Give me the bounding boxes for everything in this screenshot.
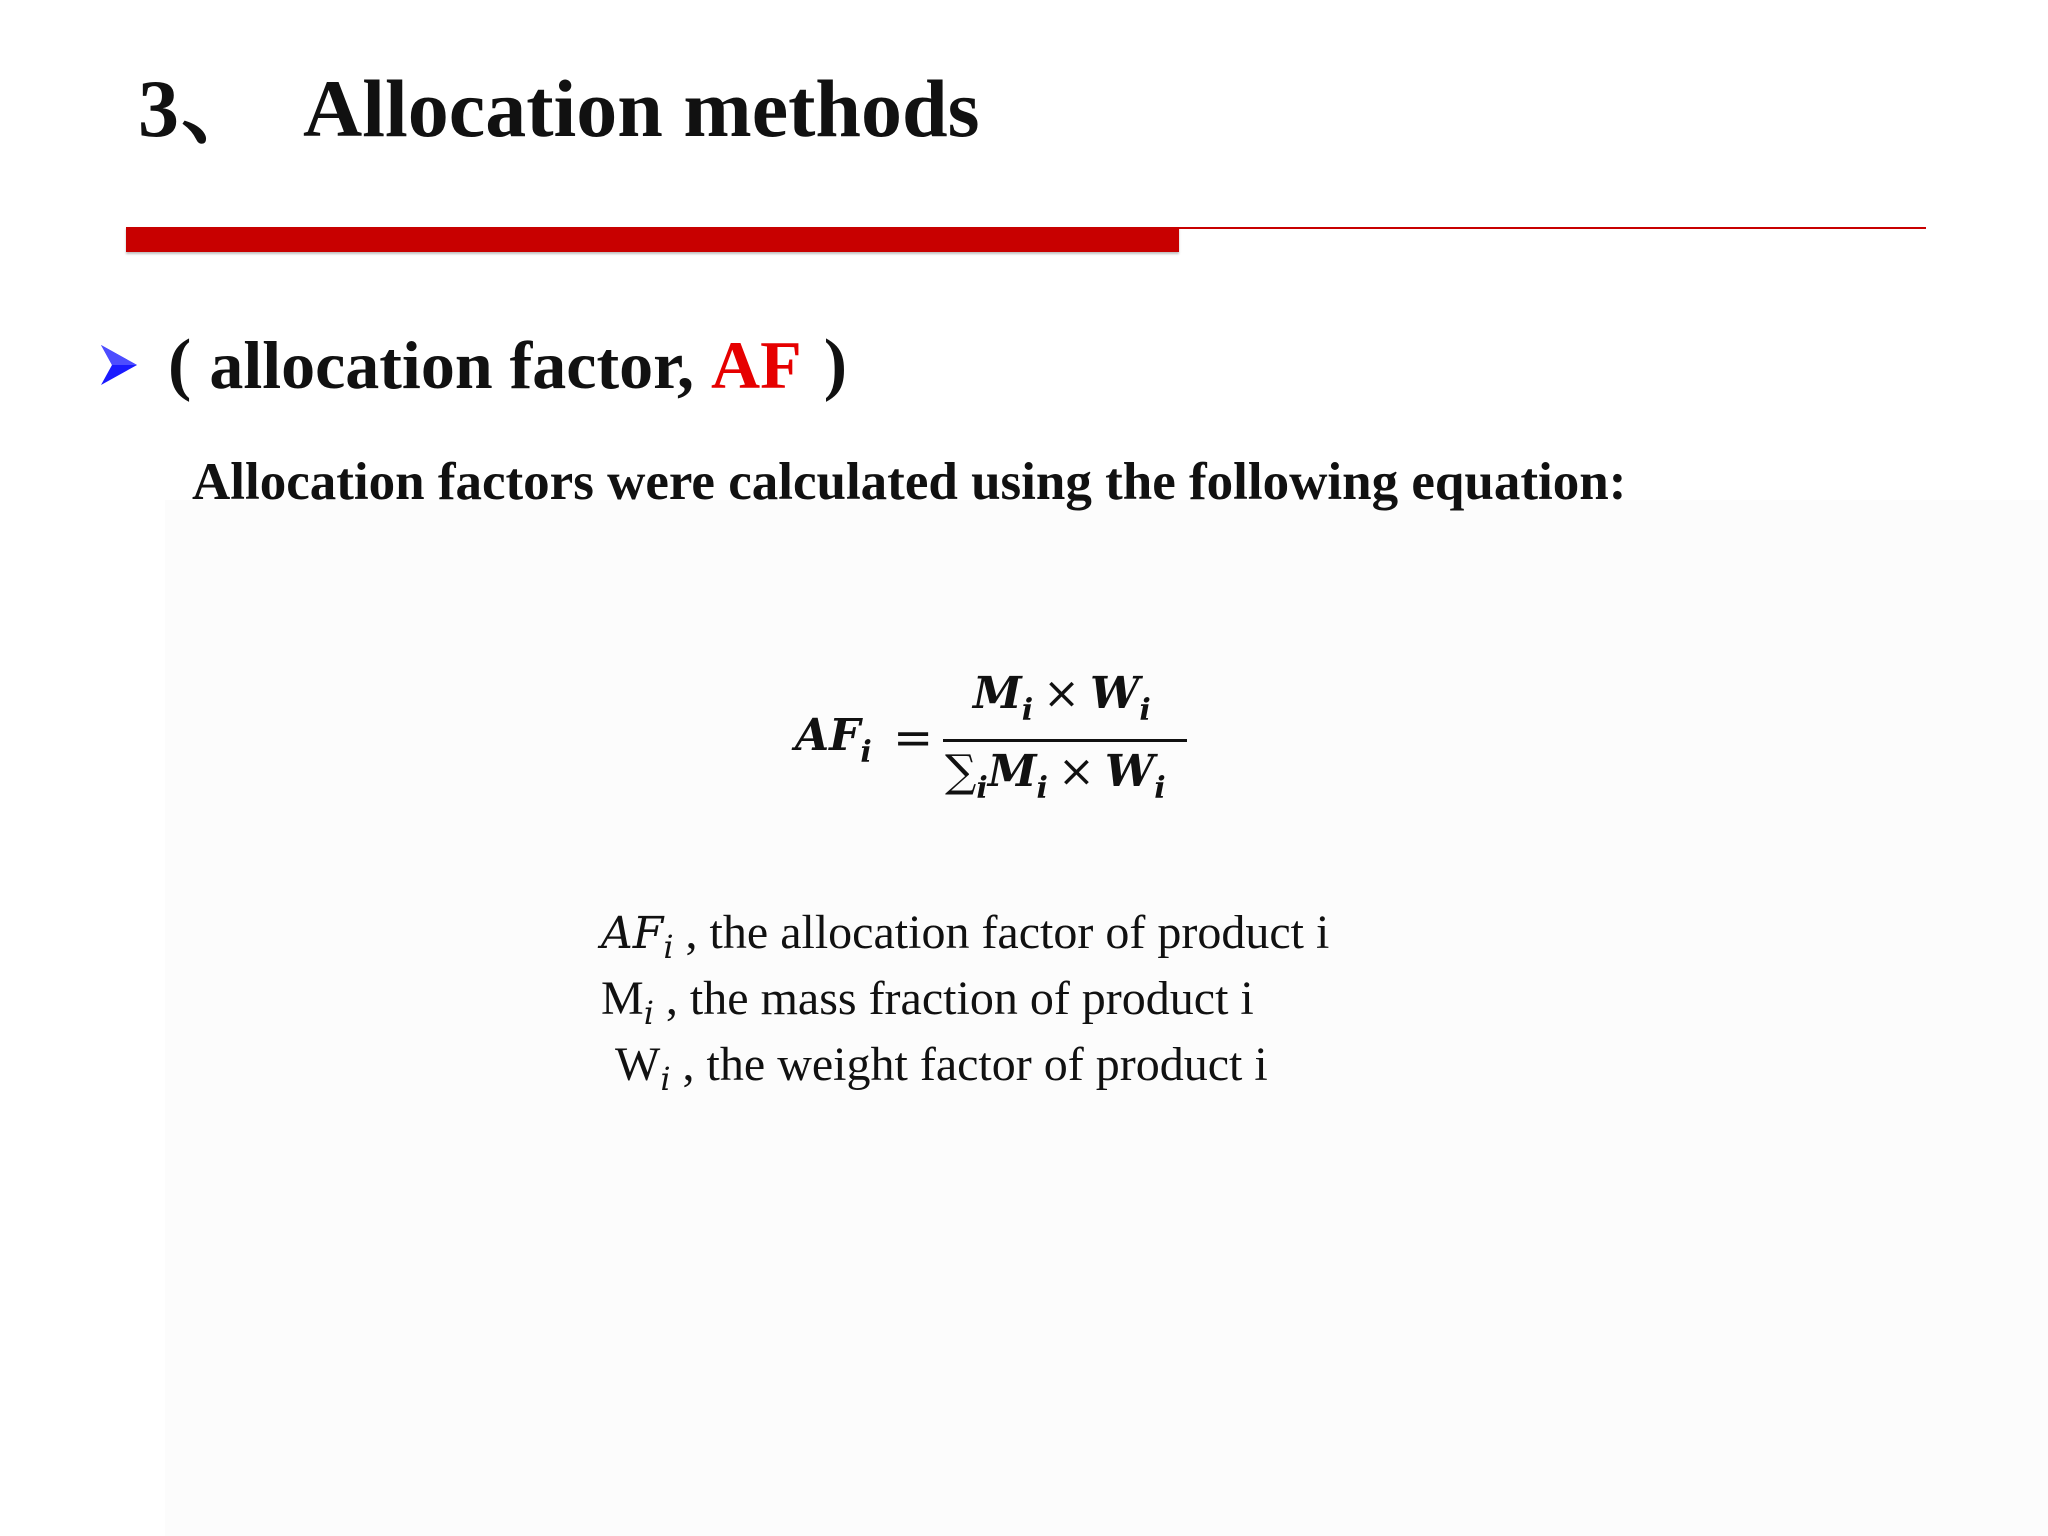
definition-m: [601, 968, 1329, 1034]
def-var: M: [601, 972, 644, 1025]
den-m: M: [987, 746, 1037, 797]
def-var: AF: [601, 908, 664, 959]
times-sign: ×: [1043, 668, 1080, 719]
definition-w: [601, 1034, 1329, 1100]
title-underline-thick: [126, 227, 1179, 252]
def-text: , the weight factor of product i: [670, 1038, 1268, 1091]
times-sign: ×: [1057, 746, 1095, 797]
num-m-sub: i: [1021, 693, 1034, 728]
den-w-sub: i: [1154, 771, 1166, 806]
allocation-factor-equation: [795, 668, 1195, 808]
bullet-accent-af: AF: [711, 327, 802, 403]
equals-sign: =: [893, 710, 934, 766]
variable-definitions: [601, 902, 1329, 1100]
num-m: M: [973, 668, 1022, 719]
fraction-bar: [943, 739, 1187, 742]
title-separator: 、: [181, 63, 264, 154]
title-number: 3: [138, 63, 179, 154]
sigma-symbol: ∑: [945, 746, 977, 797]
lhs-sub: i: [860, 735, 872, 770]
equation-denominator: [945, 746, 1166, 806]
title-text: Allocation methods: [303, 63, 980, 154]
def-var-sub: i: [643, 994, 654, 1032]
def-var-sub: i: [660, 1060, 671, 1098]
def-var-sub: i: [663, 928, 674, 966]
bullet-heading: [98, 326, 848, 403]
lhs-var: AF: [795, 710, 861, 761]
arrow-bullet-icon: [98, 341, 140, 389]
def-text: , the mass fraction of product i: [653, 972, 1254, 1025]
num-w-sub: i: [1139, 693, 1151, 728]
sigma-sub: i: [976, 771, 988, 806]
equation-lhs: [795, 710, 872, 770]
bullet-label: allocation factor,: [209, 327, 695, 403]
den-w: W: [1104, 746, 1155, 797]
den-m-sub: i: [1036, 771, 1048, 806]
title-underline-thin: [1179, 227, 1926, 229]
paren-open: (: [168, 326, 192, 403]
paren-close: ): [823, 326, 848, 403]
slide-title: [138, 63, 980, 154]
equation-numerator: [973, 668, 1151, 728]
num-w: W: [1090, 668, 1140, 719]
intro-text: Allocation factors were calculated using the following equation:: [192, 453, 1627, 511]
definition-af: [601, 902, 1329, 968]
def-text: , the allocation factor of product i: [673, 906, 1330, 959]
def-var: W: [615, 1038, 661, 1091]
